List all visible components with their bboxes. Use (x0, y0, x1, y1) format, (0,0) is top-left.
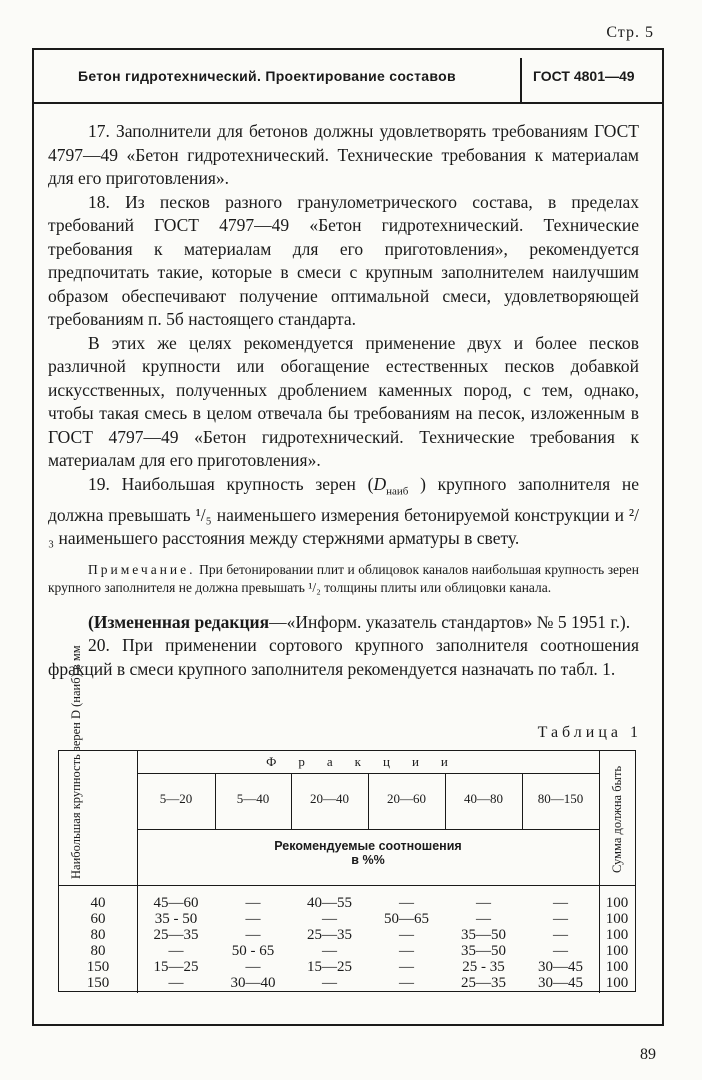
row-ratio-cell: 25—35 (153, 927, 199, 943)
row-ratio-cell: 25 - 35 (462, 959, 505, 975)
note (48, 561, 639, 597)
row-ratio-cell: — (553, 927, 568, 943)
row-size-cell: 60 (90, 911, 106, 927)
row-ratio-cell: — (322, 943, 337, 959)
row-ratio-cell: 50 - 65 (231, 943, 275, 959)
row-ratio-cell: 25—35 (461, 975, 506, 991)
fraction-header: 80—150 (537, 791, 584, 806)
table-line (59, 885, 635, 886)
row-ratio-cell: — (476, 911, 491, 927)
table-line (137, 773, 599, 774)
row-size-cell: 80 (90, 943, 106, 959)
paragraph-19-end: ) крупного заполнителя не должна превышать ¹/₅ наименьшего измерения бетонируемой конструкции и ²/₃ наименьшего расстояния между стержнями арматуры в свету. (48, 473, 639, 548)
table-line (137, 829, 599, 830)
body-text (48, 120, 639, 681)
row-ratio-cell: — (168, 975, 184, 991)
row-ratio-cell: 30—45 (538, 975, 583, 991)
fraction-header: 5—40 (236, 791, 270, 806)
header (34, 50, 662, 104)
page-number-bottom: 89 (640, 1046, 656, 1063)
row-ratio-cell: 40—55 (307, 895, 352, 911)
row-ratio-cell: — (476, 895, 491, 911)
row-size-cell: 150 (86, 959, 110, 975)
row-ratio-cell: — (399, 895, 414, 911)
fraction-header: 40—80 (464, 791, 503, 806)
row-size-cell: 80 (90, 927, 106, 943)
row-ratio-cell: 35—50 (461, 927, 506, 943)
row-ratio-cell: — (245, 959, 261, 975)
paragraph-19-start: 19. Наибольшая крупность зерен ( (88, 473, 374, 494)
amendment-bold: (Измененная редакция (88, 611, 270, 632)
row-ratio-cell: — (245, 895, 261, 911)
fractions-group-header: Фракции (266, 754, 470, 769)
row-sum-cell: 100 (605, 911, 629, 927)
column-header-sum: Сумма должна быть (610, 765, 624, 873)
row-ratio-cell: — (399, 927, 414, 943)
ratio-header-unit: в %% (351, 853, 385, 867)
fraction-header: 20—60 (387, 791, 426, 806)
table-caption: Таблица 1 (537, 724, 642, 741)
row-sum-cell: 100 (605, 959, 629, 975)
row-ratio-cell: — (322, 911, 337, 927)
d-symbol: D (373, 473, 387, 494)
d-subscript: наиб (386, 485, 409, 497)
fraction-header: 5—20 (159, 791, 193, 806)
row-ratio-cell: 50—65 (384, 911, 429, 927)
row-sum-cell: 100 (605, 895, 629, 911)
note-text: При бетонировании плит и облицовок каналов наибольшая крупность зерен крупного заполнителя не должна превышать ¹/₂ толщины плиты или облицовки канала. (48, 561, 639, 595)
row-ratio-cell: — (399, 959, 414, 975)
row-ratio-cell: — (553, 911, 568, 927)
paragraph-17: 17. Заполнители для бетонов должны удовлетворять требованиям ГОСТ 4797—49 «Бетон гидротехнический. Технические требования к материалам для его приготовления». (48, 121, 639, 188)
amendment-rest: —«Информ. указатель стандартов» № 5 1951 г.). (269, 611, 631, 632)
page-label-top: Стр. 5 (606, 24, 654, 41)
row-ratio-cell: — (322, 975, 337, 991)
row-ratio-cell: — (399, 943, 414, 959)
row-ratio-cell: 25—35 (307, 927, 352, 943)
row-size-cell: 40 (90, 895, 106, 911)
row-sum-cell: 100 (605, 975, 629, 991)
header-standard-code: ГОСТ 4801—49 (533, 68, 635, 84)
row-ratio-cell: 35—50 (461, 943, 506, 959)
row-size-cell: 150 (86, 975, 110, 991)
row-ratio-cell: — (553, 943, 568, 959)
row-ratio-cell: — (168, 943, 184, 959)
row-ratio-cell: — (553, 895, 568, 911)
header-divider (520, 58, 522, 102)
row-ratio-cell: 15—25 (307, 959, 352, 975)
row-ratio-cell: — (399, 975, 414, 991)
row-sum-cell: 100 (605, 943, 629, 959)
ratio-header: Рекомендуемые соотношения (274, 839, 462, 853)
row-ratio-cell: 30—45 (538, 959, 583, 975)
note-label: Примечание. (88, 561, 196, 577)
row-sum-cell: 100 (605, 927, 629, 943)
row-ratio-cell: — (245, 927, 261, 943)
row-ratio-cell: 35 - 50 (154, 911, 198, 927)
paragraph-18: 18. Из песков разного гранулометрического состава, в пределах требований ГОСТ 4797—49 «Бетон гидротехнический. Технические требования к материалам для его приготовления», рекомендуется предпочитать такие, которые в смеси с крупным заполнителем наилучшим образом обеспечивают получение оптимальной смеси, удовлетворяющей требованиям п. 5б настоящего стандарта. (48, 191, 639, 329)
row-ratio-cell: 30—40 (230, 975, 276, 991)
fraction-header: 20—40 (310, 791, 349, 806)
row-ratio-cell: 15—25 (153, 959, 199, 975)
row-ratio-cell: — (245, 911, 261, 927)
paragraph-18-continued: В этих же целях рекомендуется применение двух и более песков различной крупности или обогащение естественных песков добавкой искусственных, полученных дроблением каменных пород, с тем, однако, чтобы такая смесь в целом отвечала бы требованиям на песок, изложенным в ГОСТ 4797—49 «Бетон гидротехнический. Технические требования к материалам для его приготовления». (48, 332, 639, 470)
column-header-size: Наибольшая крупность зерен D (наиб) в мм (69, 645, 83, 879)
row-ratio-cell: 45—60 (153, 895, 199, 911)
amendment-note (48, 611, 639, 635)
paragraph-19 (48, 473, 639, 551)
paragraph-20: 20. При применении сортового крупного заполнителя соотношения фракций в смеси крупного заполнителя рекомендуется назначать по табл. 1. (48, 635, 639, 679)
header-title: Бетон гидротехнический. Проектирование составов (78, 68, 456, 84)
